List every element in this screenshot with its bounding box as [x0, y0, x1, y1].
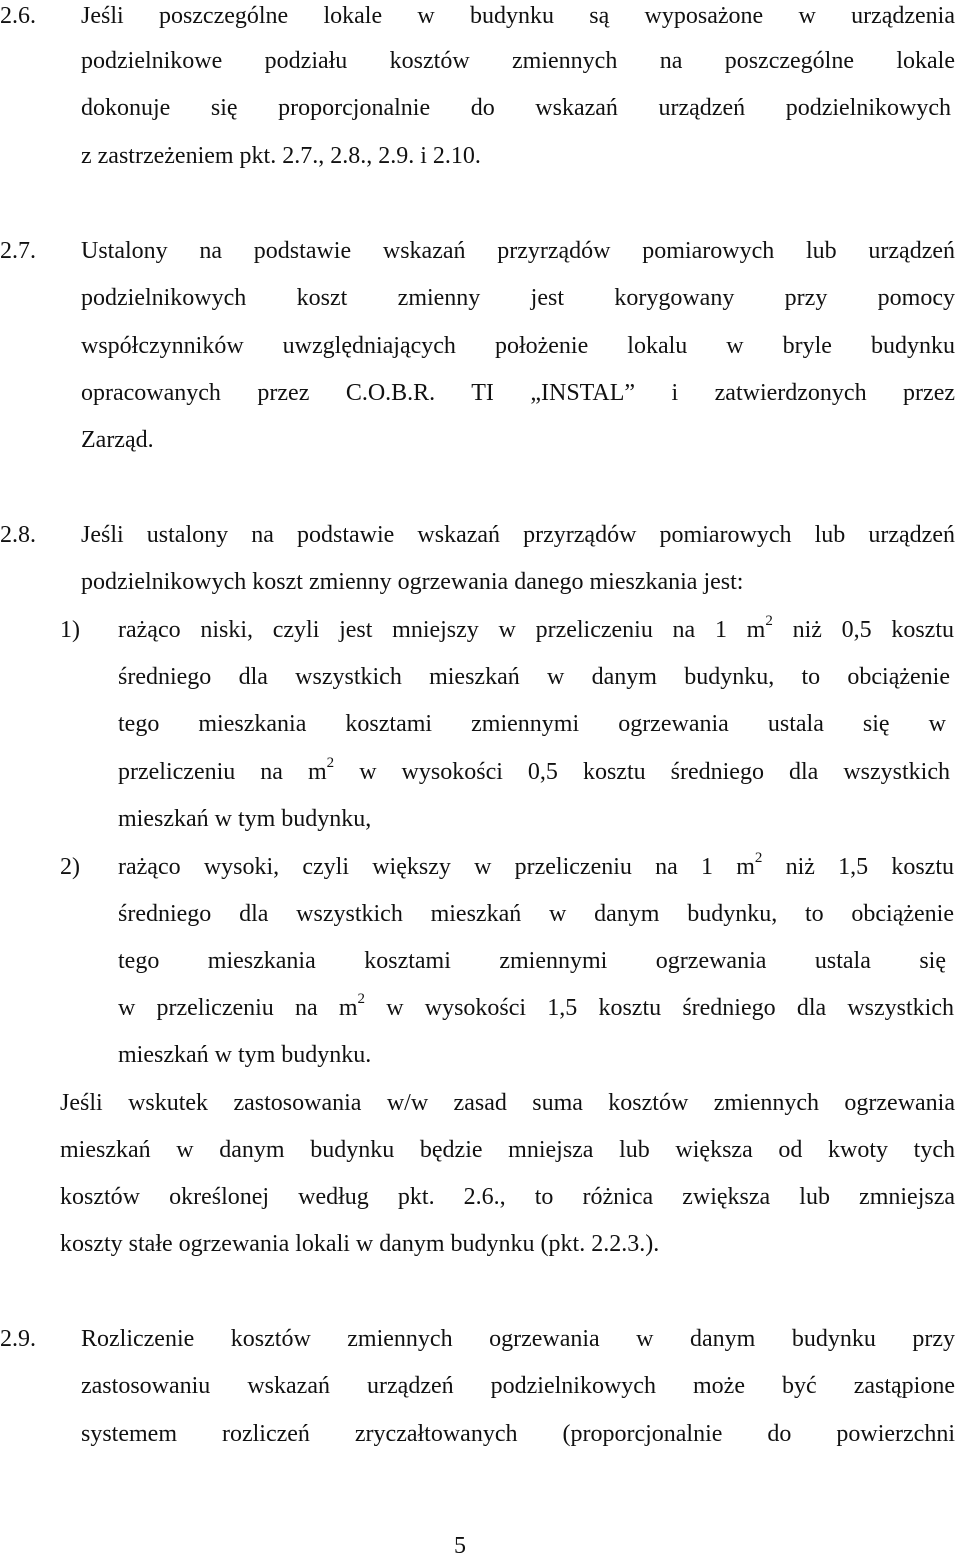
section-2-7-line-2: podzielnikowych koszt zmienny jest korygowany przy pomocy — [81, 285, 955, 311]
closing-line-3: kosztów określonej według pkt. 2.6., to różnica zwiększa lub zmniejsza — [60, 1184, 955, 1210]
page-number: 5 — [454, 1533, 466, 1559]
item-1-line-3: tego mieszkania kosztami zmiennymi ogrzewania ustala się w — [118, 711, 946, 737]
section-2-6-line-4: z zastrzeżeniem pkt. 2.7., 2.8., 2.9. i 2.10. — [81, 143, 481, 169]
item-2-line-4: w przeliczeniu na $m^2$ w wysokości 1,5 kosztu średniego dla wszystkich — [118, 993, 954, 1021]
section-number-2-8: 2.8. — [0, 522, 36, 548]
item-2-line-5: mieszkań w tym budynku. — [118, 1042, 372, 1068]
section-2-9-line-1: Rozliczenie kosztów zmiennych ogrzewania w danym budynku przy — [81, 1326, 955, 1352]
section-2-7-line-4: opracowanych przez C.O.B.R. TI „INSTAL” i zatwierdzonych przez — [81, 380, 955, 406]
list-marker-2: 2) — [60, 854, 80, 880]
section-2-9-line-3: systemem rozliczeń zryczałtowanych (proporcjonalnie do powierzchni — [81, 1421, 955, 1447]
closing-line-1: Jeśli wskutek zastosowania w/w zasad suma kosztów zmiennych ogrzewania — [60, 1090, 955, 1116]
section-number-2-7: 2.7. — [0, 238, 36, 264]
item-1-line-2: średniego dla wszystkich mieszkań w danym budynku, to obciążenie — [118, 664, 950, 690]
item-1-line-1: rażąco niski, czyli jest mniejszy w przeliczeniu na 1 $m^2$ niż 0,5 kosztu — [118, 615, 954, 643]
list-marker-1: 1) — [60, 617, 80, 643]
section-2-8-line-1: Jeśli ustalony na podstawie wskazań przyrządów pomiarowych lub urządzeń — [81, 522, 955, 548]
section-2-7-line-5: Zarząd. — [81, 427, 154, 453]
closing-line-2: mieszkań w danym budynku będzie mniejsza lub większa od kwoty tych — [60, 1137, 955, 1163]
section-2-6-line-3: dokonuje się proporcjonalnie do wskazań urządzeń podzielnikowych — [81, 95, 951, 121]
item-1-line-5: mieszkań w tym budynku, — [118, 806, 372, 832]
item-1-line-4: przeliczeniu na $m^2$ w wysokości 0,5 kosztu średniego dla wszystkich — [118, 757, 950, 785]
section-number-2-9: 2.9. — [0, 1326, 36, 1352]
section-number-2-6: 2.6. — [0, 3, 36, 29]
section-2-6-line-1: Jeśli poszczególne lokale w budynku są wyposażone w urządzenia — [81, 3, 955, 29]
item-2-line-3: tego mieszkania kosztami zmiennymi ogrzewania ustala się — [118, 948, 946, 974]
section-2-9-line-2: zastosowaniu wskazań urządzeń podzielnikowych może być zastąpione — [81, 1373, 955, 1399]
item-2-line-2: średniego dla wszystkich mieszkań w danym budynku, to obciążenie — [118, 901, 954, 927]
section-2-8-line-2: podzielnikowych koszt zmienny ogrzewania danego mieszkania jest: — [81, 569, 744, 595]
section-2-7-line-3: współczynników uwzględniających położenie lokalu w bryle budynku — [81, 333, 955, 359]
item-2-line-1: rażąco wysoki, czyli większy w przeliczeniu na 1 $m^2$ niż 1,5 kosztu — [118, 852, 954, 880]
closing-line-4: koszty stałe ogrzewania lokali w danym budynku (pkt. 2.2.3.). — [60, 1231, 660, 1257]
section-2-6-line-2: podzielnikowe podziału kosztów zmiennych na poszczególne lokale — [81, 48, 955, 74]
section-2-7-line-1: Ustalony na podstawie wskazań przyrządów pomiarowych lub urządzeń — [81, 238, 955, 264]
